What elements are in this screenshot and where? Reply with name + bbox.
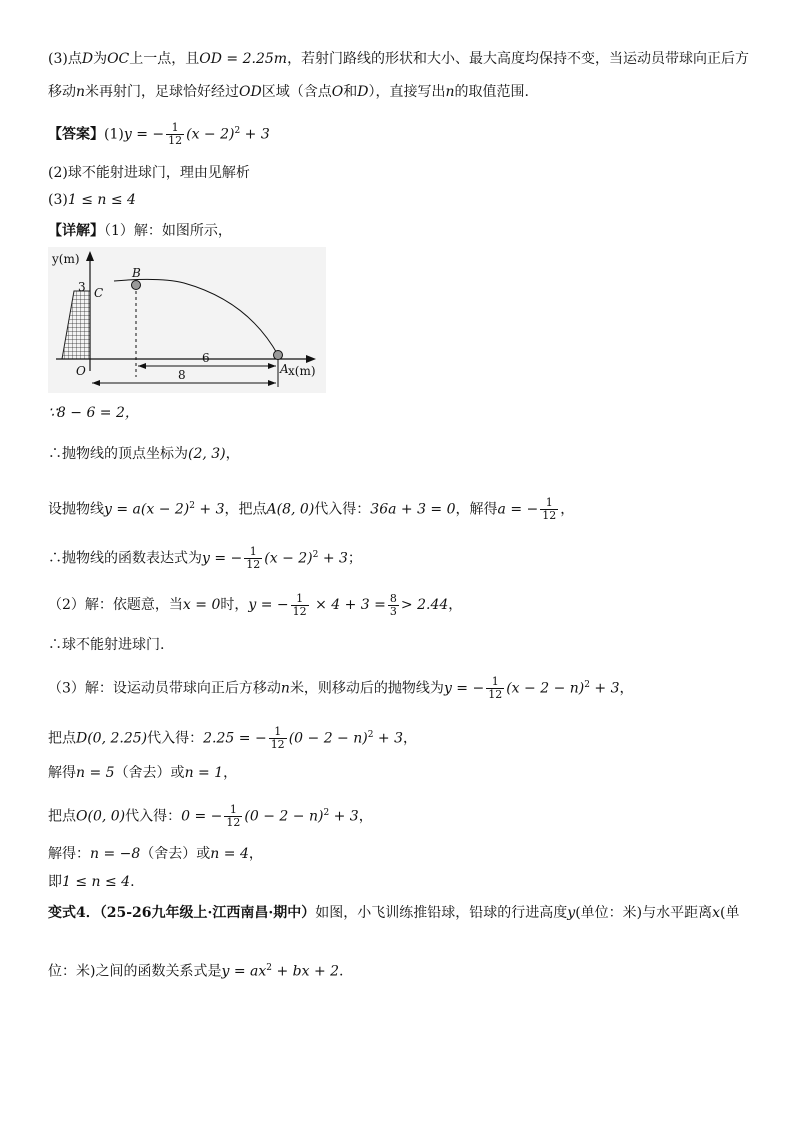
text: ， bbox=[448, 597, 463, 613]
text: (单 bbox=[720, 905, 740, 921]
text: 区域（含点 bbox=[261, 84, 332, 100]
answer-line-1 bbox=[48, 118, 760, 148]
detail-step-5 bbox=[48, 592, 760, 618]
exponent: 2 bbox=[234, 126, 241, 136]
text: ，把点 bbox=[224, 501, 267, 518]
text: 上一点，且 bbox=[129, 51, 200, 67]
label-A: A bbox=[280, 362, 289, 376]
text: 如图，小飞训练推铅球，铅球的行进高度 bbox=[315, 905, 568, 921]
text: (1) bbox=[104, 126, 124, 143]
numerator: 1 bbox=[540, 497, 558, 510]
text: （舍去）或 bbox=[140, 846, 211, 862]
label-O: O bbox=[76, 364, 86, 378]
denominator: 12 bbox=[226, 816, 241, 830]
text: ， bbox=[248, 846, 263, 862]
y-axis-arrow bbox=[86, 251, 94, 261]
math-expr: A(8, 0) bbox=[266, 501, 315, 518]
denominator: 3 bbox=[389, 604, 397, 618]
text: ∴球不能射进球门. bbox=[48, 637, 165, 653]
text: (3) bbox=[48, 192, 68, 208]
detail-step-10 bbox=[48, 800, 760, 830]
fraction bbox=[244, 546, 262, 571]
denominator: 12 bbox=[292, 604, 307, 618]
math-expr: 1 ≤ n ≤ 4 bbox=[67, 192, 136, 208]
denominator: 12 bbox=[246, 558, 261, 572]
variant-4-line-2 bbox=[48, 958, 760, 982]
detail-step-12 bbox=[48, 872, 760, 892]
detail-step-7 bbox=[48, 672, 760, 702]
detail-step-3 bbox=[48, 493, 760, 523]
text: ，解得 bbox=[455, 501, 498, 518]
math-var: x bbox=[712, 905, 721, 921]
dim-arrow bbox=[268, 380, 276, 386]
parabola-figure bbox=[48, 247, 326, 393]
math-expr: y = − bbox=[443, 680, 485, 697]
math-expr: + 3 bbox=[589, 680, 620, 697]
math-expr: n = 5 bbox=[76, 765, 115, 781]
math-var: O bbox=[331, 84, 344, 100]
math-expr: n = −8 bbox=[90, 846, 141, 862]
variant-title: 变式4．（25-26九年级上·江西南昌·期中） bbox=[48, 905, 316, 921]
figure-svg bbox=[48, 247, 326, 393]
question-3-line-2 bbox=[48, 82, 760, 102]
math-expr: + 3 bbox=[240, 126, 270, 143]
text: 把点 bbox=[48, 730, 76, 747]
text: 即 bbox=[48, 874, 62, 890]
denominator: 12 bbox=[542, 509, 557, 523]
text: ； bbox=[347, 550, 362, 567]
math-expr: + 3 bbox=[318, 550, 348, 567]
math-var: OD bbox=[239, 84, 262, 100]
exponent: 2 bbox=[312, 550, 319, 560]
text: (2)球不能射进球门，理由见解析 bbox=[48, 165, 250, 181]
fraction bbox=[269, 726, 287, 751]
text: ， bbox=[560, 501, 575, 518]
math-expr: (2, 3) bbox=[188, 446, 226, 462]
dim-arrow bbox=[138, 363, 146, 369]
math-expr: 1 ≤ n ≤ 4 bbox=[62, 874, 131, 890]
math-expr: 36a + 3 = 0 bbox=[370, 501, 456, 518]
answer-label: 【答案】 bbox=[48, 126, 104, 143]
text: ， bbox=[225, 446, 240, 462]
point-B bbox=[132, 281, 141, 290]
math-expr: ∵8 − 6 = 2， bbox=[48, 405, 139, 421]
text: 解得 bbox=[48, 765, 76, 781]
math-expr: + 3 bbox=[373, 730, 403, 747]
math-expr: y = a(x − 2) bbox=[104, 501, 190, 518]
math-expr: (0 − 2 − n) bbox=[244, 808, 324, 825]
denominator: 12 bbox=[270, 738, 285, 752]
math-expr: + 3 bbox=[194, 501, 225, 518]
answer-line-3 bbox=[48, 190, 760, 210]
text: 位：米)之间的函数关系式是 bbox=[48, 963, 222, 980]
label-3: 3 bbox=[78, 280, 86, 294]
fraction bbox=[166, 122, 184, 147]
math-expr: y = − bbox=[202, 550, 243, 567]
math-expr: y = ax bbox=[221, 963, 267, 980]
text: ， bbox=[223, 765, 238, 781]
variant-4-line-1 bbox=[48, 903, 760, 923]
numerator: 1 bbox=[486, 676, 504, 689]
point-A bbox=[274, 351, 283, 360]
text: ， bbox=[619, 680, 634, 697]
text: 设抛物线 bbox=[48, 501, 104, 518]
fraction bbox=[540, 497, 558, 522]
text: (单位：米)与水平距离 bbox=[575, 905, 713, 921]
denominator: 12 bbox=[488, 688, 503, 702]
numerator: 1 bbox=[166, 122, 184, 135]
exponent: 2 bbox=[266, 963, 272, 973]
math-expr: (x − 2) bbox=[186, 126, 235, 143]
text: (3)点 bbox=[48, 51, 82, 67]
numerator: 1 bbox=[291, 593, 309, 606]
text: 米，则移动后的抛物线为 bbox=[289, 680, 444, 697]
math-expr: a = − bbox=[497, 501, 539, 518]
x-axis-label: x(m) bbox=[288, 364, 316, 378]
text: 和 bbox=[343, 84, 358, 100]
label-8: 8 bbox=[178, 368, 186, 382]
text: 时， bbox=[220, 597, 249, 613]
text: （舍去）或 bbox=[114, 765, 185, 781]
text: 代入得： bbox=[314, 501, 371, 518]
math-var: n bbox=[445, 84, 455, 100]
math-expr: x = 0 bbox=[182, 597, 221, 613]
label-C: C bbox=[94, 286, 104, 300]
detail-step-8 bbox=[48, 722, 760, 752]
denominator: 12 bbox=[168, 134, 183, 148]
label-6: 6 bbox=[202, 351, 210, 365]
math-expr: n = 4 bbox=[210, 846, 249, 862]
fraction bbox=[388, 593, 399, 618]
exponent: 2 bbox=[189, 501, 195, 511]
math-var: n bbox=[280, 680, 290, 697]
math-expr: (0 − 2 − n) bbox=[288, 730, 368, 747]
text: （3）解：设运动员带球向正后方移动 bbox=[48, 680, 281, 697]
math-expr: (x − 2 − n) bbox=[506, 680, 585, 697]
numerator: 8 bbox=[389, 591, 397, 605]
math-expr: > 2.44 bbox=[400, 597, 449, 613]
math-var: D bbox=[357, 84, 369, 100]
math-var: n bbox=[76, 84, 86, 100]
dim-arrow bbox=[268, 363, 276, 369]
math-expr: 0 = − bbox=[181, 808, 223, 825]
detail-step-4 bbox=[48, 542, 760, 572]
detail-step-11 bbox=[48, 844, 760, 864]
text: ），直接写出 bbox=[368, 84, 446, 100]
numerator: 1 bbox=[224, 804, 242, 817]
text: 代入得： bbox=[125, 808, 182, 825]
text: 把点 bbox=[48, 808, 76, 825]
y-axis-label: y(m) bbox=[52, 252, 80, 266]
text: 代入得： bbox=[147, 730, 204, 747]
text: 的取值范围. bbox=[454, 84, 529, 100]
parabola-curve bbox=[114, 279, 278, 355]
detail-intro bbox=[48, 221, 760, 241]
text: 解得： bbox=[48, 846, 90, 862]
text: . bbox=[339, 963, 344, 980]
detail-step-6 bbox=[48, 635, 760, 655]
text: （1）解：如图所示， bbox=[104, 223, 232, 239]
text: . bbox=[130, 874, 135, 890]
detail-step-2 bbox=[48, 444, 760, 464]
exponent: 2 bbox=[323, 808, 330, 818]
text: 米再射门，足球恰好经过 bbox=[85, 84, 240, 100]
detail-label: 【详解】 bbox=[48, 223, 104, 239]
answer-line-2 bbox=[48, 163, 760, 183]
text: ∴抛物线的顶点坐标为 bbox=[48, 446, 188, 462]
text: 为 bbox=[93, 51, 108, 67]
math-expr: y = − bbox=[248, 597, 289, 613]
math-expr: D(0, 2.25) bbox=[76, 730, 148, 747]
math-expr: O(0, 0) bbox=[76, 808, 126, 825]
label-B: B bbox=[132, 266, 141, 280]
math-var: y bbox=[567, 905, 576, 921]
math-expr: + bx + 2 bbox=[272, 963, 340, 980]
math-expr: y = − bbox=[123, 126, 165, 143]
x-axis-arrow bbox=[306, 355, 316, 363]
math-expr: n = 1 bbox=[184, 765, 224, 781]
fraction bbox=[224, 804, 242, 829]
dim-arrow bbox=[92, 380, 100, 386]
numerator: 1 bbox=[244, 546, 262, 559]
math-expr: × 4 + 3 = bbox=[310, 597, 386, 613]
fraction bbox=[486, 676, 504, 701]
math-expr: OD = 2.25m bbox=[199, 51, 288, 67]
exponent: 2 bbox=[367, 730, 374, 740]
text: ， bbox=[358, 808, 373, 825]
math-var: OC bbox=[107, 51, 130, 67]
goal-hatch bbox=[62, 291, 90, 359]
math-expr: 2.25 = − bbox=[203, 730, 267, 747]
math-var: D bbox=[81, 51, 94, 67]
numerator: 1 bbox=[269, 726, 287, 739]
detail-step-9 bbox=[48, 763, 760, 783]
text: ∴抛物线的函数表达式为 bbox=[48, 550, 202, 567]
exponent: 2 bbox=[584, 680, 590, 690]
text: ， bbox=[403, 730, 417, 747]
detail-step-1 bbox=[48, 403, 760, 423]
question-3-line-1 bbox=[48, 49, 760, 69]
text: （2）解：依题意，当 bbox=[48, 597, 183, 613]
text: ，若射门路线的形状和大小、最大高度均保持不变，当运动员带球向正后方 bbox=[287, 51, 750, 67]
text: 移动 bbox=[48, 84, 76, 100]
math-expr: (x − 2) bbox=[264, 550, 313, 567]
math-expr: + 3 bbox=[329, 808, 359, 825]
fraction bbox=[291, 593, 309, 618]
